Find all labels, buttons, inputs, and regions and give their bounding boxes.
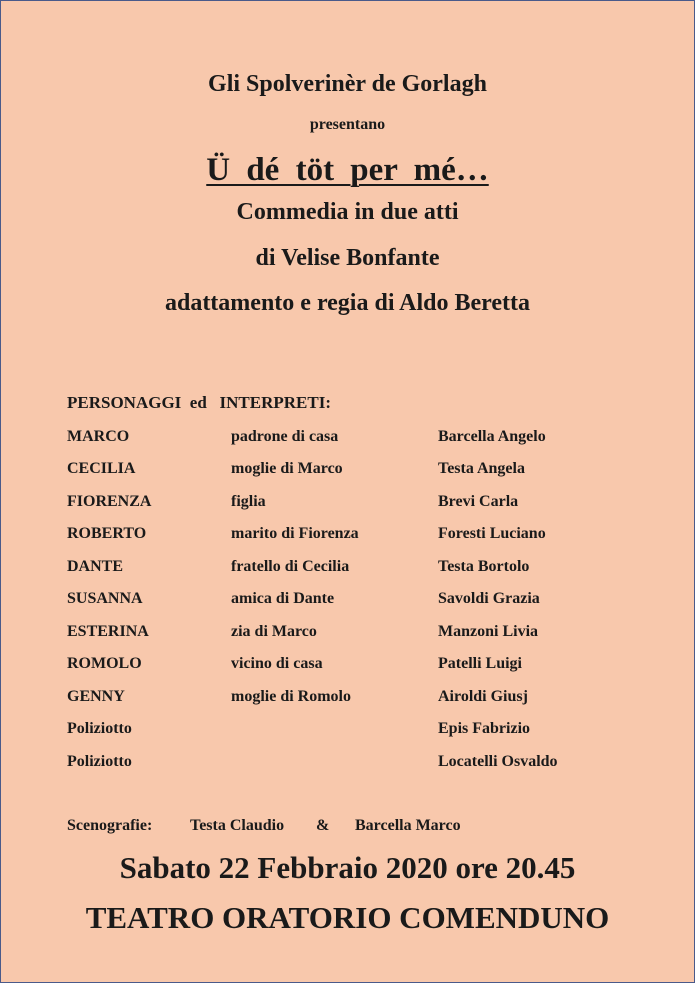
- cast-role: DANTE: [67, 558, 124, 575]
- cast-actor: Savoldi Grazia: [438, 590, 540, 607]
- cast-actor: Testa Angela: [438, 460, 525, 477]
- cast-actor: Barcella Angelo: [438, 428, 546, 445]
- cast-row: [0, 461, 695, 481]
- event-venue: TEATRO ORATORIO COMENDUNO: [85, 900, 610, 935]
- cast-actor: Brevi Carla: [438, 493, 519, 510]
- scenography-person: Testa Claudio: [190, 817, 285, 834]
- scenography-joiner: &: [316, 817, 330, 834]
- cast-actor: Locatelli Osvaldo: [438, 753, 558, 770]
- scenography-person: Barcella Marco: [355, 817, 461, 834]
- group-name: Gli Spolverinèr de Gorlagh: [208, 71, 487, 97]
- play-author: di Velise Bonfante: [255, 245, 440, 271]
- cast-role: ESTERINA: [67, 623, 149, 640]
- cast-row: [0, 721, 695, 741]
- cast-role: FIORENZA: [67, 493, 152, 510]
- play-title: Ü dé töt per mé…: [206, 152, 489, 188]
- cast-row: [0, 689, 695, 709]
- play-direction: adattamento e regia di Aldo Beretta: [164, 290, 531, 316]
- cast-row: [0, 559, 695, 579]
- cast-description: moglie di Marco: [231, 460, 343, 477]
- cast-row: [0, 591, 695, 611]
- cast-actor: Airoldi Giusj: [438, 688, 528, 705]
- cast-role: Poliziotto: [67, 720, 132, 737]
- cast-description: fratello di Cecilia: [231, 558, 350, 575]
- cast-row: [0, 656, 695, 676]
- cast-row: [0, 429, 695, 449]
- play-subtitle: Commedia in due atti: [236, 199, 459, 225]
- cast-actor: Foresti Luciano: [438, 525, 546, 542]
- cast-description: figlia: [231, 493, 266, 510]
- cast-role: ROMOLO: [67, 655, 142, 672]
- cast-heading: PERSONAGGI ed INTERPRETI:: [67, 393, 332, 412]
- cast-row: [0, 494, 695, 514]
- cast-actor: Epis Fabrizio: [438, 720, 531, 737]
- cast-row: [0, 754, 695, 774]
- cast-description: marito di Fiorenza: [231, 525, 359, 542]
- cast-role: ROBERTO: [67, 525, 147, 542]
- scenography-label: Scenografie:: [67, 817, 153, 834]
- cast-actor: Patelli Luigi: [438, 655, 522, 672]
- cast-role: MARCO: [67, 428, 130, 445]
- cast-description: vicino di casa: [231, 655, 323, 672]
- cast-role: GENNY: [67, 688, 125, 705]
- cast-description: moglie di Romolo: [231, 688, 351, 705]
- cast-row: [0, 624, 695, 644]
- presenting-label: presentano: [309, 116, 386, 133]
- cast-actor: Testa Bortolo: [438, 558, 530, 575]
- cast-description: padrone di casa: [231, 428, 339, 445]
- cast-description: zia di Marco: [231, 623, 317, 640]
- cast-role: Poliziotto: [67, 753, 132, 770]
- cast-description: amica di Dante: [231, 590, 335, 607]
- cast-role: SUSANNA: [67, 590, 143, 607]
- event-date: Sabato 22 Febbraio 2020 ore 20.45: [119, 850, 576, 885]
- cast-role: CECILIA: [67, 460, 136, 477]
- cast-row: [0, 526, 695, 546]
- cast-actor: Manzoni Livia: [438, 623, 539, 640]
